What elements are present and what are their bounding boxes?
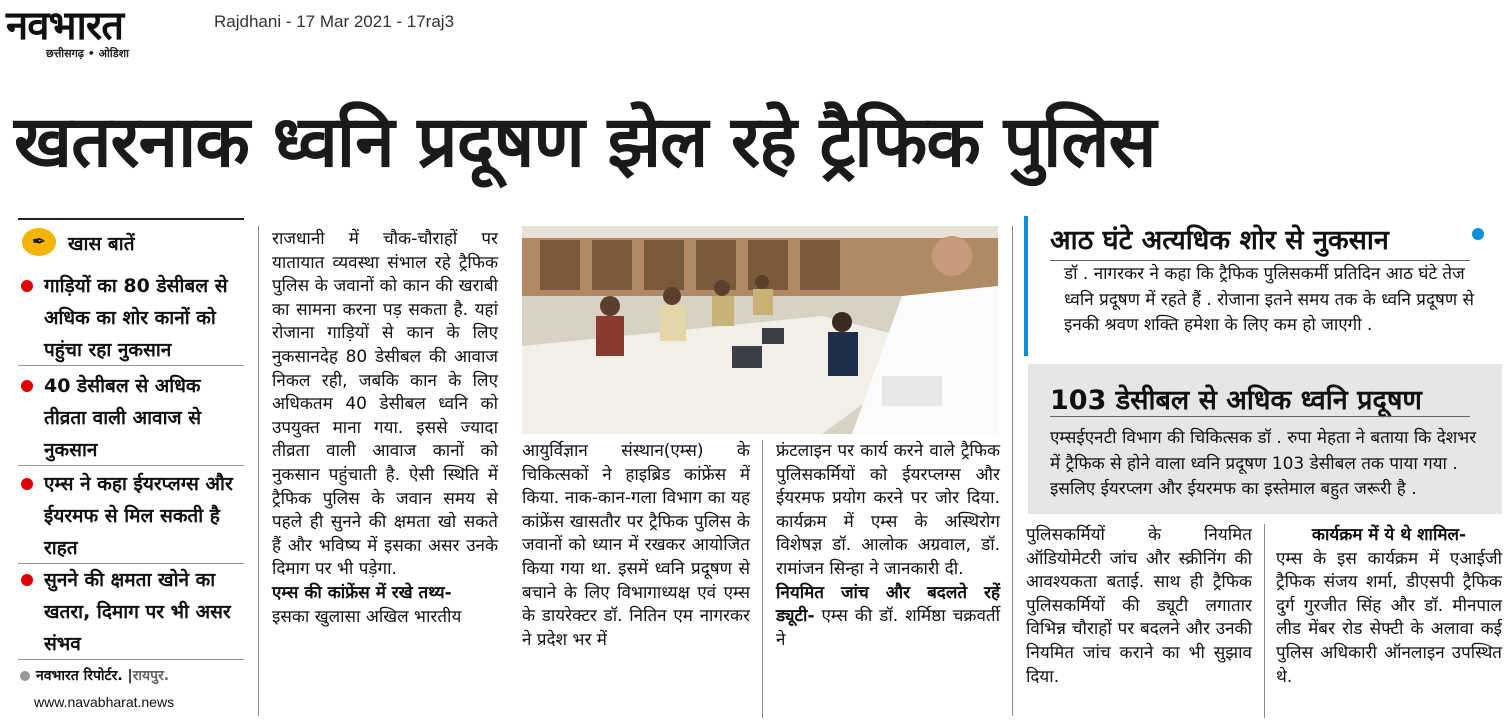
- accent-dot-icon: [1472, 228, 1484, 240]
- bullet-icon: [21, 574, 33, 586]
- article-paragraph: आयुर्विज्ञान संस्थान(एम्स) के चिकित्सकों ने हाइब्रिड कांफ्रेंस में किया. नाक-कान-गला विभाग का यह कांफ्रेंस खासतौर पर ट्रैफिक पुलिस के जवानों को ध्यान में रखकर आयोजित किया गया था. इसमें ध्वनि प्रदूषण से बचाने के लिए विभागाध्यक्ष एवं एम्स के डायरेक्टर डॉ. नितिन एम नागरकर ने प्रदेश भर में: [522, 441, 750, 650]
- photo-illustration: [522, 226, 998, 434]
- byline-dot-icon: [20, 671, 30, 681]
- article-column-5: [1276, 524, 1502, 689]
- key-points-header: [18, 218, 244, 262]
- highlight-box-eight-hours: [1024, 216, 1474, 356]
- article-paragraph: [776, 582, 1000, 653]
- article-paragraph: फ्रंटलाइन पर कार्य करने वाले ट्रैफिक पुलिसकर्मियों को ईयरप्लग्स और ईयरमफ प्रयोग करने पर जोर दिया. कार्यक्रम में एम्स के अस्थिरोग विशेषज्ञ डॉ. आलोक अग्रवाल, डॉ. रामांजन सिन्हा ने जानकारी दी.: [776, 441, 1000, 579]
- edition-source-line: Rajdhani - 17 Mar 2021 - 17raj3: [214, 12, 455, 31]
- article-column-1: [272, 228, 498, 629]
- article-tail: एम्स की डॉ. शर्मिष्ठा चक्रवर्ती ने: [776, 606, 1000, 650]
- box-title: आठ घंटे अत्यधिक शोर से नुकसान: [1050, 225, 1389, 256]
- article-column-4: [1026, 524, 1252, 689]
- dateline-city: रायपुर.: [132, 668, 170, 684]
- key-point-text: एम्स ने कहा ईयरप्लग्स और ईयरमफ से मिल सकती है राहत: [44, 473, 233, 559]
- bullet-icon: [21, 478, 33, 490]
- key-point-text: सुनने की क्षमता खोने का खतरा, दिमाग पर भी असर संभव: [44, 569, 231, 655]
- logo-wordmark: नवभारत: [6, 3, 124, 49]
- key-point-item: [18, 468, 244, 564]
- key-point-item: [18, 564, 244, 660]
- website-link[interactable]: www.navabharat.news: [34, 694, 175, 710]
- key-point-text: 40 डेसीबल से अधिक तीव्रता वाली आवाज से नुकसान: [44, 375, 202, 461]
- article-subhead: नियमित जांच और बदलते रहें ड्यूटी-: [776, 582, 1000, 627]
- article-paragraph: राजधानी में चौक-चौराहों पर यातायात व्यवस्था संभाल रहे ट्रैफिक पुलिस के जवानों को कान की खराबी का सामना करना पड़ सकता है. यहां रोजाना गाड़ियों से कान के लिए नुकसानदेह 80 डेसीबल की आवाज निकल रही, जबकि कान के लिए अधिकतम 40 डेसीबल ध्वनि को उपयुक्त माना गया. इससे ज्यादा तीव्रता वाली आवाज कानों को नुकसान पहुंचाती है. ऐसी स्थिति में ट्रैफिक पुलिस के जवान समय से पहले ही सुनने की क्षमता खो सकते हैं और भविष्य में इसका असर उनके दिमाग पर भी पड़ेगा.: [272, 229, 498, 580]
- box-body: एम्सईएनटी विभाग की चिकित्सक डॉ . रुपा मेहता ने बताया कि देशभर में ट्रैफिक से होने वाला ध्वनि प्रदूषण 103 डेसीबल तक पाया गया . इसलिए ईयरप्लग और ईयरमफ का इस्तेमाल बहुत जरूरी है .: [1050, 428, 1477, 500]
- key-point-item: [18, 370, 244, 466]
- article-column-2: [522, 440, 750, 652]
- pen-nib-icon: ✒: [22, 228, 56, 256]
- bullet-icon: [21, 280, 33, 292]
- accent-bar: [1024, 216, 1028, 356]
- key-points-title: खास बातें: [68, 233, 135, 255]
- article-column-3: [776, 440, 1000, 652]
- article-paragraph: इसका खुलासा अखिल भारतीय: [272, 606, 462, 627]
- article-paragraph: पुलिसकर्मियों के नियमित ऑडियोमेटरी जांच और स्क्रीनिंग की आवश्यकता बताई. साथ ही ट्रैफिक पुलिसकर्मियों की ड्यूटी लगातार विभिन्न चौराहों पर बदलने और उनकी नियमित जांच कराने का भी सुझाव दिया.: [1026, 525, 1252, 687]
- key-point-text: गाड़ियों का 80 डेसीबल से अधिक का शोर कानों को पहुंचा रहा नुकसान: [44, 275, 228, 361]
- article-paragraph: एम्स के इस कार्यक्रम में एआईजी ट्रैफिक संजय शर्मा, डीएसपी ट्रैफिक दुर्ग गुरजीत सिंह और डॉ. मीनपाल लीड मेंबर रोड सेफ्टी के अलावा कई पुलिस अधिकारी ऑनलाइन उपस्थित थे.: [1276, 548, 1502, 687]
- box-body: डॉ . नागरकर ने कहा कि ट्रैफिक पुलिसकर्मी प्रतिदिन आठ घंटे तेज ध्वनि प्रदूषण में रहते हैं . रोजाना इतने समय तक के ध्वनि प्रदूषण से इनकी श्रवण शक्ति हमेशा के लिए कम हो जाएगी .: [1064, 264, 1475, 336]
- conference-photo: [522, 226, 998, 434]
- column-divider: [1012, 226, 1013, 716]
- reporter-name: नवभारत रिपोर्टर.: [36, 668, 123, 684]
- article-subhead: एम्स की कांफ्रेंस में रखे तथ्य-: [272, 582, 452, 603]
- box-divider: [1050, 260, 1470, 261]
- logo-subtitle: छत्तीसगढ़ • ओडिशा: [46, 47, 129, 60]
- key-point-item: [18, 270, 244, 366]
- column-divider: [1264, 524, 1265, 718]
- highlight-box-103-decibel: [1028, 364, 1502, 514]
- article-subhead: कार्यक्रम में ये थे शामिल-: [1311, 525, 1467, 545]
- bullet-icon: [21, 380, 33, 392]
- newspaper-logo: [6, 4, 196, 60]
- headline: खतरनाक ध्वनि प्रदूषण झेल रहे ट्रैफिक पुलिस: [14, 100, 1156, 183]
- box-title: 103 डेसीबल से अधिक ध्वनि प्रदूषण: [1050, 385, 1422, 416]
- byline: नवभारत रिपोर्टर. |रायपुर.: [20, 666, 246, 685]
- column-divider: [258, 226, 259, 716]
- box-divider: [1050, 416, 1470, 417]
- column-divider: [762, 440, 763, 718]
